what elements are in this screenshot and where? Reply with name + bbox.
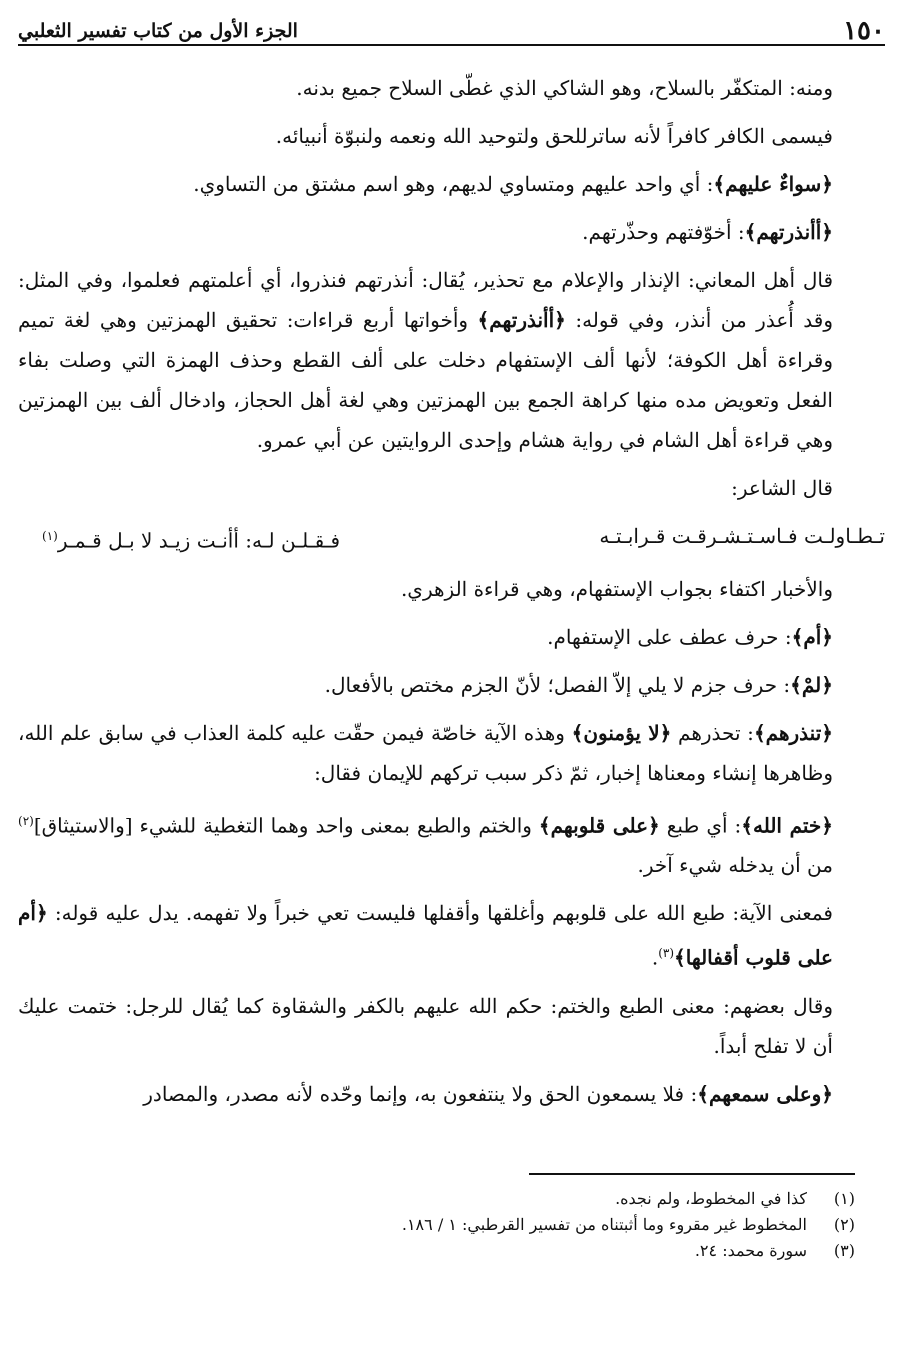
running-title: الجزء الأول من كتاب تفسير الثعلبي — [18, 20, 298, 42]
paragraph — [18, 1074, 885, 1114]
quran-term: ﴿تنذرهم﴾ — [753, 720, 833, 745]
paragraph — [18, 801, 885, 886]
quran-term: ﴿وعلى سمعهم﴾ — [697, 1081, 833, 1106]
paragraph: والأخبار اكتفاء بجواب الإستفهام، وهي قراءة الزهري. — [400, 576, 833, 601]
quran-term: ﴿لا يؤمنون﴾ — [571, 720, 672, 745]
quran-term: ﴿أم﴾ — [791, 624, 833, 649]
quran-term: ﴿على قلوبهم﴾ — [538, 813, 660, 838]
paragraph: قال الشاعر: — [731, 476, 833, 500]
paragraph: وقال بعضهم: معنى الطبع والختم: حكم الله عليهم بالكفر والشقاوة كما يُقال للرجل: ختمت عليك أن لا تفلح أبداً. — [18, 993, 833, 1058]
quran-term: ﴿أم على قلوب أقفالها﴾ — [18, 901, 833, 970]
gloss-text: : حرف جزم لا يلي إلاّ الفصل؛ لأنّ الجزم مختص بالأفعال. — [324, 672, 791, 697]
quran-term: ﴿أأنذرتهم﴾ — [744, 220, 833, 244]
footnote-number: (٣) — [833, 1241, 855, 1260]
footnote-text: سورة محمد: ٢٤. — [694, 1241, 807, 1260]
header-rule — [18, 44, 885, 46]
body-text: : تحذرهم — [671, 720, 754, 745]
footnote — [18, 1238, 855, 1264]
paragraph — [18, 665, 885, 705]
body-text: . — [651, 945, 659, 970]
footnote-ref: (١) — [42, 529, 58, 543]
footnote-text: كذا في المخطوط، ولم نجده. — [615, 1189, 807, 1208]
body-text: وهذه الآية خاصّة فيمن حقّت عليه كلمة العذاب في سابق علم الله، وظاهرها إنشاء ومعناها إخبار، ثمّ ذكر سبب تركهم للإيمان فقال: — [18, 720, 833, 785]
page-header — [18, 14, 885, 48]
quran-term: ﴿ختم الله﴾ — [741, 813, 833, 838]
footnote-text: المخطوط غير مقروء وما أثبتناه من تفسير القرطبي: ١ / ١٨٦. — [401, 1215, 807, 1234]
page-number: ١٥٠ — [843, 16, 885, 46]
poetry-verse — [18, 516, 885, 561]
body-text: وأخواتها أربع قراءات: تحقيق الهمزتين وهي لغة تميم وقراءة أهل الكوفة؛ لأنها ألف الإستفهام دخلت على ألف القطع وحذف الهمزة التي وصلت بفاء الفعل وتعويض مده منها كراهة الجمع بين الهمزتين وهي لغة أهل الحجاز، وادخال ألف بين الهمزتين وهي قراءة أهل الشام في رواية هشام وإحدى الروايتين عن أبي عمرو. — [18, 308, 833, 452]
footnote-number: (١) — [833, 1189, 855, 1208]
paragraph — [18, 212, 885, 252]
gloss-text: : حرف عطف على الإستفهام. — [547, 624, 792, 649]
footnotes — [18, 1186, 855, 1264]
main-text — [18, 68, 885, 1122]
footnote — [18, 1186, 855, 1212]
gloss-text: : أخوّفتهم وحذّرتهم. — [582, 220, 745, 244]
paragraph — [18, 164, 885, 204]
paragraph — [18, 893, 885, 978]
body-text: : أي طبع — [659, 813, 742, 838]
paragraph: ومنه: المتكفّر بالسلاح، وهو الشاكي الذي غطّى السلاح جميع بدنه. — [296, 76, 833, 100]
paragraph — [18, 617, 885, 657]
footnote — [18, 1212, 855, 1238]
quran-term: ﴿سواءٌ عليهم﴾ — [713, 172, 833, 196]
body-text: من أن يدخله شيء آخر. — [637, 853, 833, 878]
gloss-text: : أي واحد عليهم ومتساوي لديهم، وهو اسم مشتق من التساوي. — [193, 172, 714, 196]
footnote-ref: (٢) — [18, 813, 34, 828]
quran-term: ﴿لمْ﴾ — [790, 672, 833, 697]
footnote-rule — [529, 1173, 855, 1175]
verse-hemistich-left: فـقـلـن لـه: أأنـت زيـد لا بـل قـمـر$^{(١)}$ — [42, 528, 341, 553]
footnote-number: (٢) — [833, 1215, 855, 1234]
paragraph: فيسمى الكافر كافراً لأنه ساترللحق ولتوحيد الله ونعمه ولنبوّة أنبيائه. — [275, 124, 833, 148]
body-text: فمعنى الآية: طبع الله على قلوبهم وأغلقها وأقفلها فليست تعي خبراً ولا تفهمه. يدل عليه قوله: — [47, 901, 833, 926]
verse-hemistich-right: تـطـاولـت فـاسـتـشـرقـت قـرابـتـه — [599, 524, 885, 548]
quran-term: ﴿أأنذرتهم﴾ — [477, 308, 566, 332]
paragraph — [18, 713, 885, 793]
gloss-text: : فلا يسمعون الحق ولا ينتفعون به، وإنما وحّده لأنه مصدر، والمصادر — [143, 1081, 698, 1106]
body-text: قال أهل المعاني: الإنذار والإعلام مع تحذير، يُقال: أنذرتهم فنذروا، أي أعلمتهم فعلموا، وفي المثل: وقد أُعذر من أنذر، وفي قوله: — [18, 268, 833, 332]
footnote-ref: (٣) — [658, 946, 675, 961]
body-text: والختم والطبع بمعنى واحد وهما التغطية للشيء [والاستيثاق] — [33, 813, 539, 838]
paragraph — [18, 260, 885, 460]
